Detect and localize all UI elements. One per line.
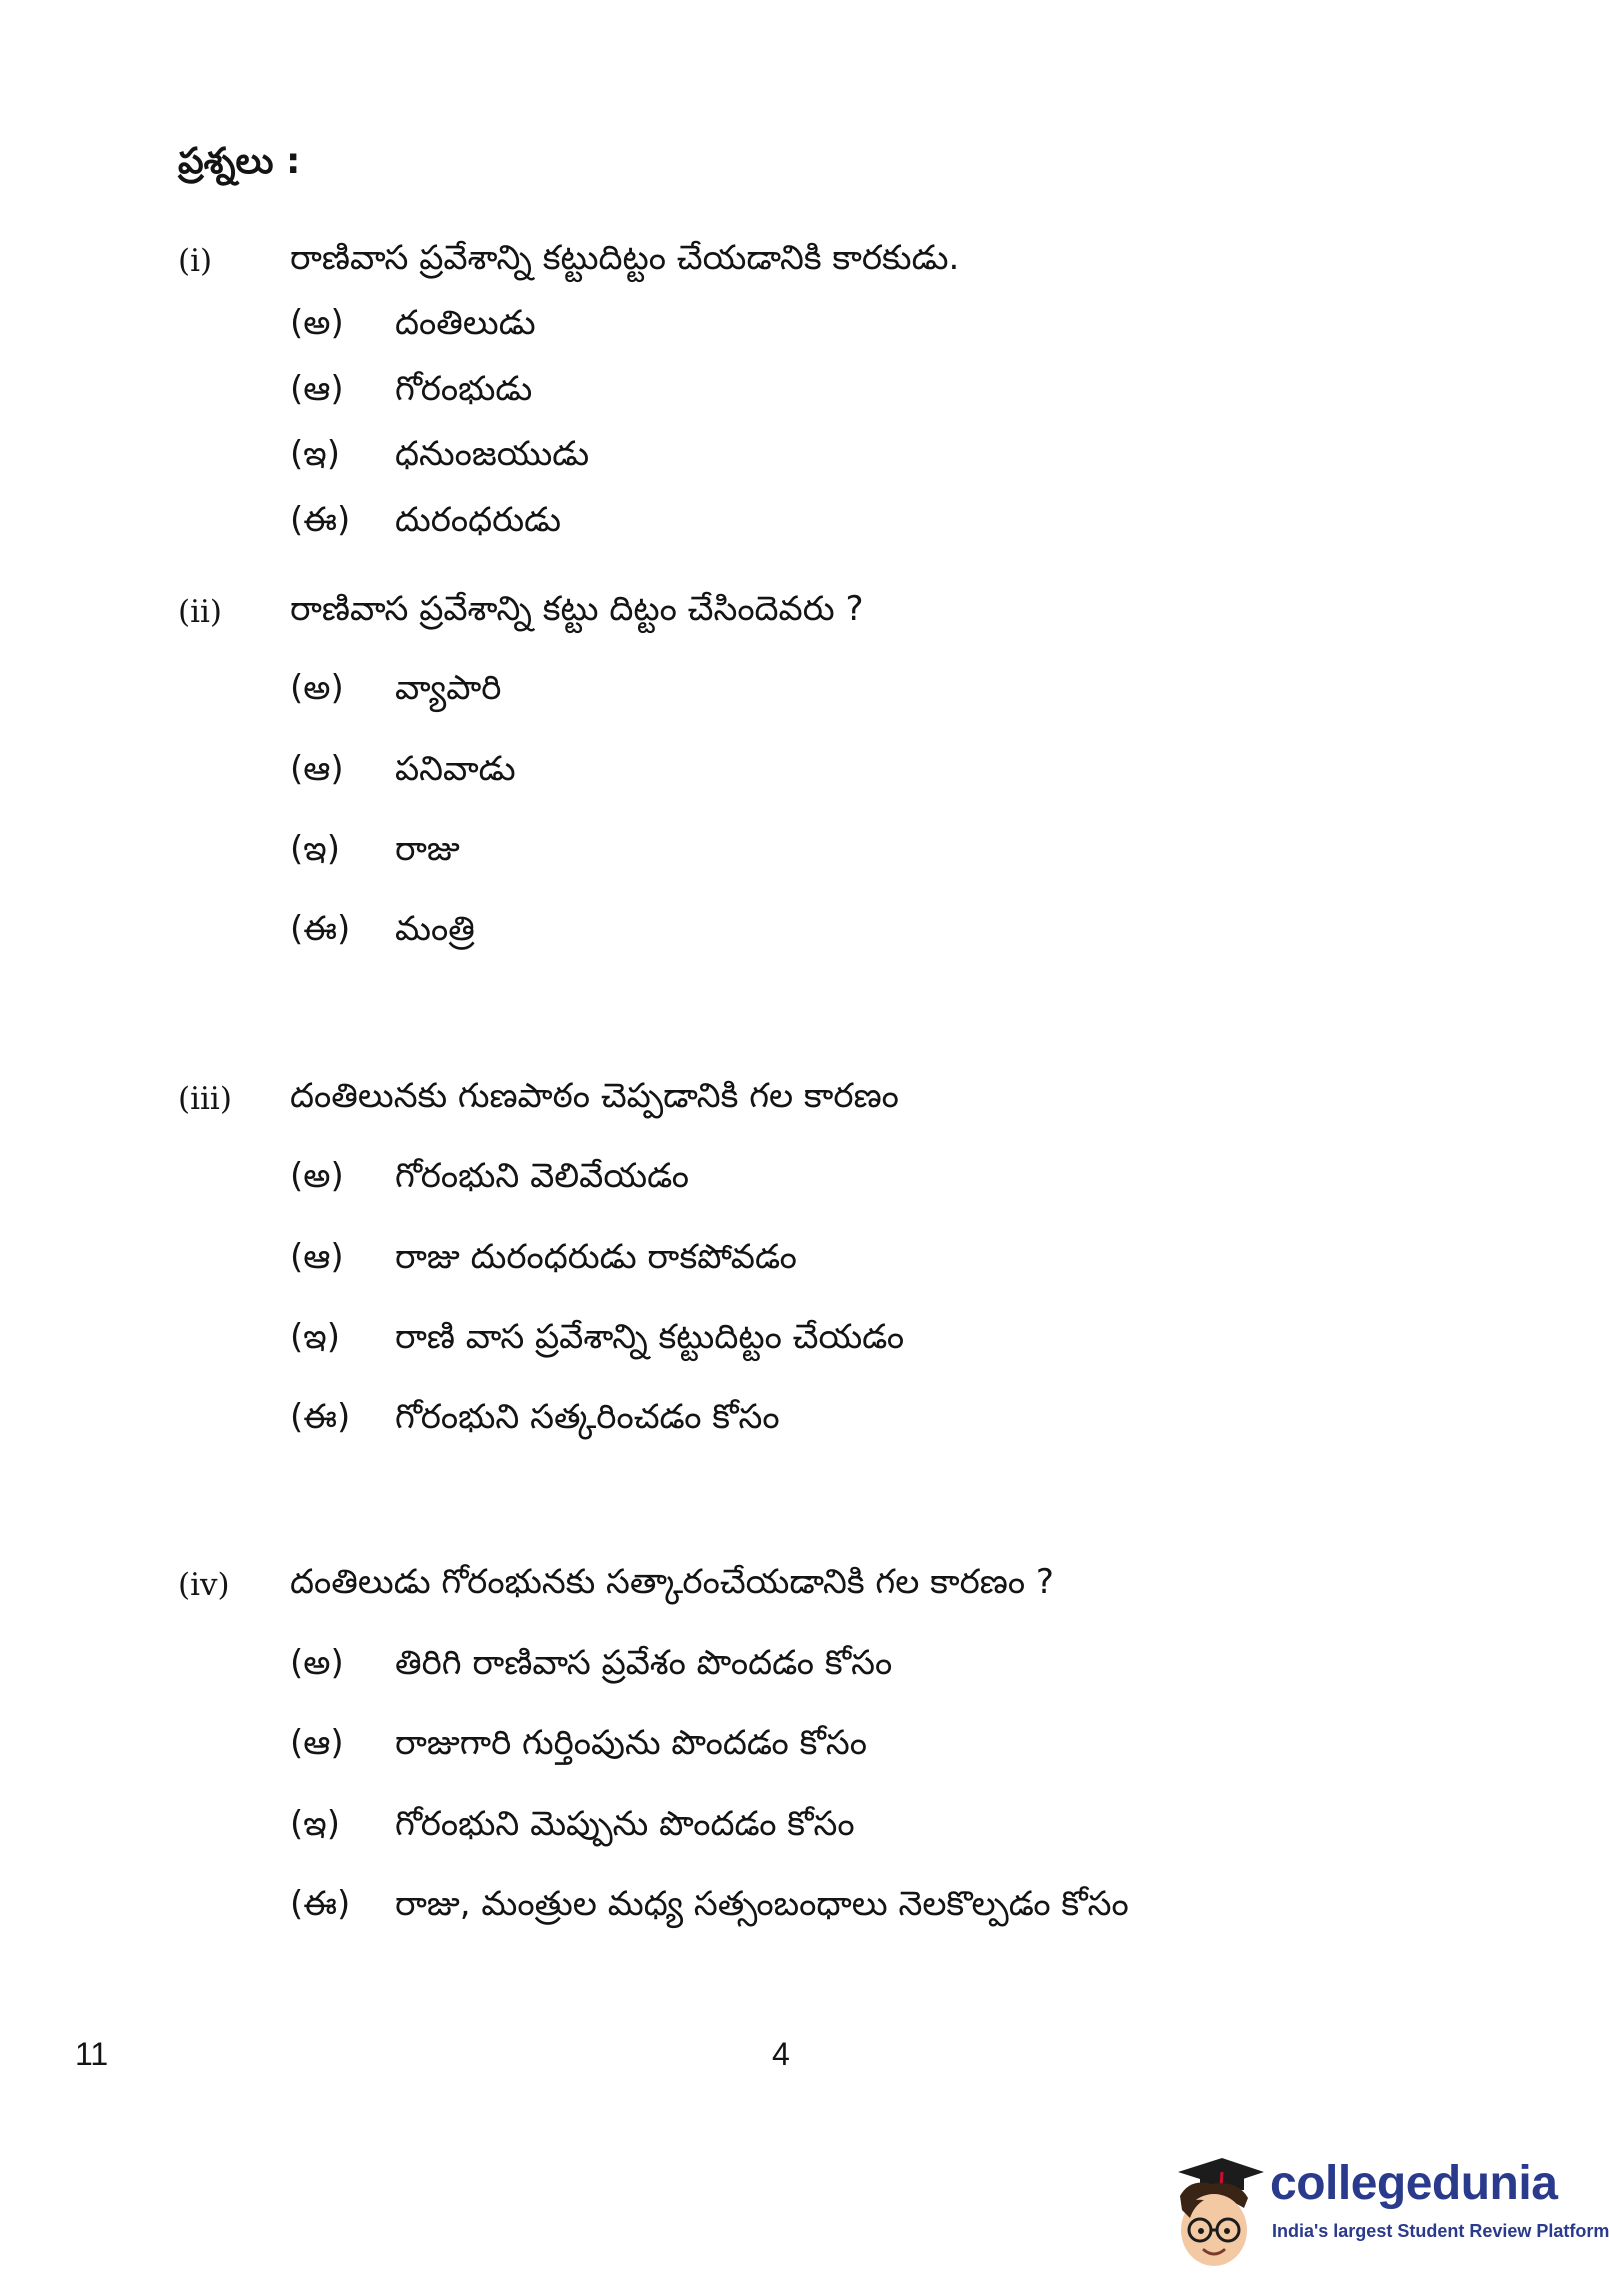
option <box>290 829 460 870</box>
option <box>290 369 532 410</box>
option-label: (ఈ) <box>290 1884 351 1924</box>
option <box>290 1317 904 1358</box>
question-text: దంతిలునకు గుణపాఠం చెప్పడానికి గల కారణం <box>290 1076 899 1116</box>
option-label: (ఆ) <box>290 749 344 789</box>
option-text: మంత్రి <box>395 909 475 949</box>
option <box>290 1884 1129 1925</box>
option-label: (ఈ) <box>290 909 351 949</box>
option-text: వ్యాపారి <box>395 668 502 708</box>
question-number: (ii) <box>178 594 223 630</box>
option-label: (ఇ) <box>290 829 340 869</box>
collegedunia-logo <box>1160 2150 1609 2275</box>
logo-tagline: India's largest Student Review Platform <box>1272 2221 1609 2241</box>
option-label: (ఇ) <box>290 1804 340 1844</box>
option-label: (ఇ) <box>290 1317 340 1357</box>
option <box>290 1723 867 1764</box>
option-text: గోరంభుడు <box>395 369 533 409</box>
question-text: రాణివాస ప్రవేశాన్ని కట్టు దిట్టం చేసిందెవరు ? <box>290 589 864 629</box>
option <box>290 749 516 790</box>
option-text: రాజుగారి గుర్తింపును పొందడం కోసం <box>395 1723 867 1763</box>
option <box>290 1156 689 1197</box>
option <box>290 1643 892 1684</box>
question-text: రాణివాస ప్రవేశాన్ని కట్టుదిట్టం చేయడానికి కారకుడు. <box>290 238 960 278</box>
question-number: (i) <box>178 243 213 279</box>
option-label: (ఈ) <box>290 500 351 540</box>
option-text: ధనుంజయుడు <box>395 434 590 474</box>
option-text: గోరంభుని సత్కరించడం కోసం <box>395 1397 780 1437</box>
logo-name: collegedunia <box>1270 2157 1558 2210</box>
option-text: రాజు, మంత్రుల మధ్య సత్సంబంధాలు నెలకొల్పడం కోసం <box>395 1884 1129 1924</box>
option-text: దంతిలుడు <box>395 303 536 343</box>
mascot-icon <box>1160 2150 1270 2275</box>
option-text: రాణి వాస ప్రవేశాన్ని కట్టుదిట్టం చేయడం <box>395 1317 905 1357</box>
question-number: (iv) <box>178 1567 230 1603</box>
option-label: (ఇ) <box>290 434 340 474</box>
option-label: (ఈ) <box>290 1397 351 1437</box>
option <box>290 1804 855 1845</box>
question-text: దంతిలుడు గోరంభునకు సత్కారంచేయడానికి గల కారణం ? <box>290 1562 1054 1602</box>
question-number: (iii) <box>178 1081 232 1117</box>
option-label: (అ) <box>290 668 344 708</box>
option-text: పనివాడు <box>395 749 516 789</box>
page-number: 4 <box>772 2036 790 2072</box>
option-label: (అ) <box>290 303 344 343</box>
option-text: గోరంభుని వెలివేయడం <box>395 1156 689 1196</box>
option-text: దురంధరుడు <box>395 500 562 540</box>
option-text: రాజు దురంధరుడు రాకపోవడం <box>395 1237 797 1277</box>
option-label: (అ) <box>290 1156 344 1196</box>
page-code: 11 <box>75 2036 109 2072</box>
option <box>290 500 561 541</box>
option-label: (అ) <box>290 1643 344 1683</box>
option-label: (ఆ) <box>290 1723 344 1763</box>
option-label: (ఆ) <box>290 1237 344 1277</box>
option <box>290 434 589 475</box>
option-text: రాజు <box>395 829 460 869</box>
option-label: (ఆ) <box>290 369 344 409</box>
option <box>290 668 501 709</box>
section-heading: ప్రశ్నలు : <box>178 141 301 182</box>
option <box>290 1397 780 1438</box>
option-text: గోరంభుని మెప్పును పొందడం కోసం <box>395 1804 855 1844</box>
option <box>290 303 536 344</box>
option-text: తిరిగి రాణివాస ప్రవేశం పొందడం కోసం <box>395 1643 893 1683</box>
option <box>290 909 475 950</box>
option <box>290 1237 797 1278</box>
